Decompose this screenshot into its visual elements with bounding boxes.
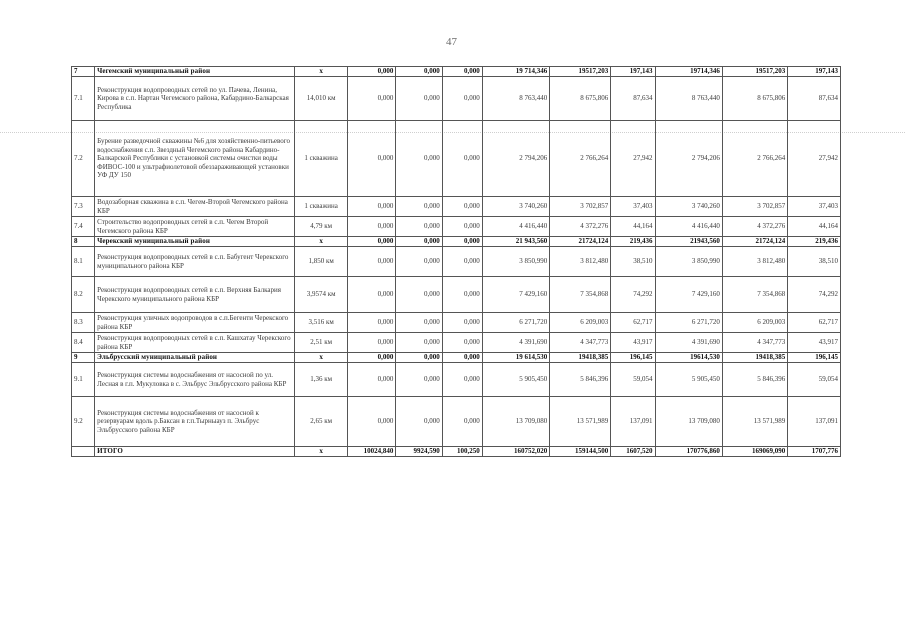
cell-value-col-3: 0,000 bbox=[442, 247, 482, 277]
table-row bbox=[72, 333, 841, 353]
cell-value-col-2: 0,000 bbox=[396, 121, 442, 197]
cell-value-col-7: 5 905,450 bbox=[655, 363, 722, 397]
cell-value-col-2: 0,000 bbox=[396, 67, 442, 77]
cell-item-number: 8.1 bbox=[72, 247, 95, 277]
cell-item-number: 7.3 bbox=[72, 197, 95, 217]
cell-value-col-9: 62,717 bbox=[788, 313, 841, 333]
cell-item-number bbox=[72, 447, 95, 457]
cell-value-col-6: 197,143 bbox=[611, 67, 655, 77]
cell-unit: 2,65 км bbox=[295, 397, 348, 447]
cell-item-name: Водозаборная скважина в с.п. Чегем-Второй Чегемского района КБР bbox=[95, 197, 295, 217]
cell-value-col-7: 4 416,440 bbox=[655, 217, 722, 237]
cell-value-col-9: 43,917 bbox=[788, 333, 841, 353]
cell-value-col-9: 87,634 bbox=[788, 77, 841, 121]
cell-value-col-9: 137,091 bbox=[788, 397, 841, 447]
cell-value-col-1: 0,000 bbox=[347, 67, 395, 77]
cell-value-col-9: 38,510 bbox=[788, 247, 841, 277]
cell-value-col-6: 37,403 bbox=[611, 197, 655, 217]
cell-item-name: Реконструкция водопроводных сетей по ул. Пачева, Ленина, Кирова в с.п. Нартан Чегемского района, Кабардино-Балкарская Республика bbox=[95, 77, 295, 121]
cell-value-col-7: 21943,560 bbox=[655, 237, 722, 247]
cell-unit: 1,36 км bbox=[295, 363, 348, 397]
cell-value-col-9: 1707,776 bbox=[788, 447, 841, 457]
cell-item-name: Строительство водопроводных сетей в с.п. Чегем Второй Чегемского района КБР bbox=[95, 217, 295, 237]
cell-value-col-8: 21724,124 bbox=[722, 237, 787, 247]
cell-value-col-4: 19 614,530 bbox=[482, 353, 549, 363]
table-row-section bbox=[72, 353, 841, 363]
cell-value-col-5: 6 209,003 bbox=[550, 313, 611, 333]
cell-unit: 3,9574 км bbox=[295, 277, 348, 313]
cell-item-name: Эльбрусский муниципальный район bbox=[95, 353, 295, 363]
cell-value-col-2: 0,000 bbox=[396, 397, 442, 447]
cell-value-col-3: 0,000 bbox=[442, 363, 482, 397]
cell-unit: 1 скважина bbox=[295, 197, 348, 217]
cell-value-col-1: 0,000 bbox=[347, 197, 395, 217]
cell-value-col-9: 196,145 bbox=[788, 353, 841, 363]
cell-value-col-6: 87,634 bbox=[611, 77, 655, 121]
cell-value-col-1: 0,000 bbox=[347, 277, 395, 313]
cell-value-col-8: 4 372,276 bbox=[722, 217, 787, 237]
cell-value-col-3: 0,000 bbox=[442, 277, 482, 313]
cell-value-col-8: 2 766,264 bbox=[722, 121, 787, 197]
cell-value-col-6: 27,942 bbox=[611, 121, 655, 197]
cell-value-col-8: 8 675,806 bbox=[722, 77, 787, 121]
cell-value-col-9: 44,164 bbox=[788, 217, 841, 237]
cell-item-name: Бурение разведочной скважины №6 для хозяйственно-питьевого водоснабжения с.п. Звездный Чегемского района Кабардино-Балкарской Республики с установкой системы очистки воды ФИВОС-100 и ультрафиолетовой обеззараживающей установки УФ ДУ 150 bbox=[95, 121, 295, 197]
cell-unit: 1,850 км bbox=[295, 247, 348, 277]
cell-value-col-7: 19614,530 bbox=[655, 353, 722, 363]
cell-value-col-6: 137,091 bbox=[611, 397, 655, 447]
cell-value-col-4: 21 943,560 bbox=[482, 237, 549, 247]
cell-value-col-8: 19418,385 bbox=[722, 353, 787, 363]
cell-value-col-1: 0,000 bbox=[347, 77, 395, 121]
table-row-section bbox=[72, 447, 841, 457]
cell-item-number: 9 bbox=[72, 353, 95, 363]
cell-value-col-7: 4 391,690 bbox=[655, 333, 722, 353]
cell-value-col-3: 0,000 bbox=[442, 237, 482, 247]
cell-unit: 1 скважина bbox=[295, 121, 348, 197]
cell-item-number: 7.2 bbox=[72, 121, 95, 197]
cell-value-col-7: 19714,346 bbox=[655, 67, 722, 77]
cell-value-col-4: 8 763,440 bbox=[482, 77, 549, 121]
cell-unit: 4,79 км bbox=[295, 217, 348, 237]
cell-unit: 2,51 км bbox=[295, 333, 348, 353]
cell-value-col-6: 196,145 bbox=[611, 353, 655, 363]
cell-value-col-7: 2 794,206 bbox=[655, 121, 722, 197]
cell-value-col-9: 219,436 bbox=[788, 237, 841, 247]
table-row bbox=[72, 121, 841, 197]
cell-value-col-7: 7 429,160 bbox=[655, 277, 722, 313]
page-number: 47 bbox=[446, 36, 457, 48]
cell-value-col-3: 0,000 bbox=[442, 353, 482, 363]
cell-value-col-2: 0,000 bbox=[396, 237, 442, 247]
cell-value-col-5: 21724,124 bbox=[550, 237, 611, 247]
cell-item-name: Реконструкция водопроводных сетей в с.п. Кашхатау Черекского района КБР bbox=[95, 333, 295, 353]
cell-unit: 14,010 км bbox=[295, 77, 348, 121]
cell-value-col-4: 19 714,346 bbox=[482, 67, 549, 77]
cell-value-col-5: 3 812,480 bbox=[550, 247, 611, 277]
cell-value-col-3: 0,000 bbox=[442, 217, 482, 237]
cell-value-col-3: 0,000 bbox=[442, 77, 482, 121]
cell-value-col-5: 19517,203 bbox=[550, 67, 611, 77]
cell-value-col-1: 0,000 bbox=[347, 333, 395, 353]
cell-value-col-8: 5 846,396 bbox=[722, 363, 787, 397]
cell-item-name: Черекский муниципальный район bbox=[95, 237, 295, 247]
cell-value-col-2: 9924,590 bbox=[396, 447, 442, 457]
table-row bbox=[72, 313, 841, 333]
cell-value-col-6: 38,510 bbox=[611, 247, 655, 277]
cell-value-col-1: 0,000 bbox=[347, 237, 395, 247]
cell-value-col-6: 62,717 bbox=[611, 313, 655, 333]
cell-value-col-7: 13 709,080 bbox=[655, 397, 722, 447]
cell-value-col-1: 10024,840 bbox=[347, 447, 395, 457]
cell-value-col-2: 0,000 bbox=[396, 217, 442, 237]
cell-unit: х bbox=[295, 237, 348, 247]
cell-unit: х bbox=[295, 67, 348, 77]
cell-item-number: 8.4 bbox=[72, 333, 95, 353]
cell-item-name: Реконструкция водопроводных сетей в с.п. Верхняя Балкария Черекского муниципального района КБР bbox=[95, 277, 295, 313]
cell-unit: х bbox=[295, 353, 348, 363]
cell-value-col-4: 5 905,450 bbox=[482, 363, 549, 397]
cell-value-col-4: 4 416,440 bbox=[482, 217, 549, 237]
table-row-section bbox=[72, 237, 841, 247]
cell-item-name: Чегемский муниципальный район bbox=[95, 67, 295, 77]
cell-value-col-9: 27,942 bbox=[788, 121, 841, 197]
cell-value-col-3: 0,000 bbox=[442, 397, 482, 447]
cell-value-col-3: 0,000 bbox=[442, 333, 482, 353]
cell-value-col-5: 3 702,857 bbox=[550, 197, 611, 217]
cell-value-col-8: 169069,090 bbox=[722, 447, 787, 457]
cell-value-col-7: 8 763,440 bbox=[655, 77, 722, 121]
cell-value-col-5: 13 571,989 bbox=[550, 397, 611, 447]
cell-value-col-7: 3 740,260 bbox=[655, 197, 722, 217]
table-row bbox=[72, 277, 841, 313]
cell-value-col-5: 5 846,396 bbox=[550, 363, 611, 397]
cell-value-col-1: 0,000 bbox=[347, 397, 395, 447]
cell-value-col-4: 7 429,160 bbox=[482, 277, 549, 313]
cell-value-col-3: 100,250 bbox=[442, 447, 482, 457]
cell-value-col-8: 4 347,773 bbox=[722, 333, 787, 353]
cell-unit: х bbox=[295, 447, 348, 457]
cell-value-col-3: 0,000 bbox=[442, 313, 482, 333]
cell-value-col-4: 6 271,720 bbox=[482, 313, 549, 333]
cell-value-col-2: 0,000 bbox=[396, 353, 442, 363]
cell-value-col-7: 170776,860 bbox=[655, 447, 722, 457]
cell-item-number: 9.2 bbox=[72, 397, 95, 447]
cell-value-col-1: 0,000 bbox=[347, 313, 395, 333]
cell-value-col-9: 197,143 bbox=[788, 67, 841, 77]
cell-item-name: Реконструкция системы водоснабжения от насосной к резервуарам вдоль р.Баксан в г.п.Тырныауз п. Эльбрус Эльбрусского района КБР bbox=[95, 397, 295, 447]
cell-value-col-6: 44,164 bbox=[611, 217, 655, 237]
table-row bbox=[72, 77, 841, 121]
table-row-section bbox=[72, 67, 841, 77]
cell-value-col-3: 0,000 bbox=[442, 67, 482, 77]
cell-unit: 3,516 км bbox=[295, 313, 348, 333]
cell-value-col-2: 0,000 bbox=[396, 313, 442, 333]
cell-item-number: 7 bbox=[72, 67, 95, 77]
cell-value-col-1: 0,000 bbox=[347, 363, 395, 397]
cell-value-col-5: 19418,385 bbox=[550, 353, 611, 363]
cell-item-name: Реконструкция водопроводных сетей в с.п. Бабугент Черекского муниципального района КБР bbox=[95, 247, 295, 277]
cell-item-name: ИТОГО bbox=[95, 447, 295, 457]
cell-item-number: 7.4 bbox=[72, 217, 95, 237]
table-row bbox=[72, 397, 841, 447]
cell-value-col-2: 0,000 bbox=[396, 77, 442, 121]
cell-value-col-9: 37,403 bbox=[788, 197, 841, 217]
cell-value-col-5: 159144,500 bbox=[550, 447, 611, 457]
table-body bbox=[72, 67, 841, 457]
table-row bbox=[72, 247, 841, 277]
cell-value-col-6: 59,054 bbox=[611, 363, 655, 397]
cell-item-name: Реконструкция уличных водопроводов в с.п.Бегенти Черекского района КБР bbox=[95, 313, 295, 333]
cell-value-col-5: 4 372,276 bbox=[550, 217, 611, 237]
cell-value-col-1: 0,000 bbox=[347, 217, 395, 237]
cell-value-col-6: 1607,520 bbox=[611, 447, 655, 457]
cell-value-col-5: 8 675,806 bbox=[550, 77, 611, 121]
cell-value-col-1: 0,000 bbox=[347, 121, 395, 197]
cell-value-col-4: 3 740,260 bbox=[482, 197, 549, 217]
cell-value-col-7: 3 850,990 bbox=[655, 247, 722, 277]
cell-value-col-4: 2 794,206 bbox=[482, 121, 549, 197]
cell-value-col-5: 7 354,868 bbox=[550, 277, 611, 313]
cell-item-number: 7.1 bbox=[72, 77, 95, 121]
cell-value-col-6: 43,917 bbox=[611, 333, 655, 353]
cell-value-col-1: 0,000 bbox=[347, 247, 395, 277]
cell-value-col-3: 0,000 bbox=[442, 121, 482, 197]
cell-value-col-8: 13 571,989 bbox=[722, 397, 787, 447]
cell-value-col-9: 59,054 bbox=[788, 363, 841, 397]
cell-value-col-2: 0,000 bbox=[396, 277, 442, 313]
cell-value-col-5: 4 347,773 bbox=[550, 333, 611, 353]
table-row bbox=[72, 197, 841, 217]
cell-value-col-4: 13 709,080 bbox=[482, 397, 549, 447]
cell-value-col-4: 4 391,690 bbox=[482, 333, 549, 353]
cell-value-col-1: 0,000 bbox=[347, 353, 395, 363]
cell-value-col-2: 0,000 bbox=[396, 333, 442, 353]
cell-value-col-6: 219,436 bbox=[611, 237, 655, 247]
cell-value-col-8: 19517,203 bbox=[722, 67, 787, 77]
cell-value-col-2: 0,000 bbox=[396, 197, 442, 217]
cell-value-col-4: 160752,020 bbox=[482, 447, 549, 457]
cell-item-number: 8.2 bbox=[72, 277, 95, 313]
cell-item-number: 8.3 bbox=[72, 313, 95, 333]
cell-value-col-8: 6 209,003 bbox=[722, 313, 787, 333]
cell-value-col-7: 6 271,720 bbox=[655, 313, 722, 333]
cell-value-col-5: 2 766,264 bbox=[550, 121, 611, 197]
cell-value-col-8: 3 702,857 bbox=[722, 197, 787, 217]
cell-value-col-6: 74,292 bbox=[611, 277, 655, 313]
funding-table bbox=[71, 66, 841, 457]
cell-value-col-4: 3 850,990 bbox=[482, 247, 549, 277]
table-row bbox=[72, 217, 841, 237]
cell-value-col-3: 0,000 bbox=[442, 197, 482, 217]
cell-value-col-9: 74,292 bbox=[788, 277, 841, 313]
cell-value-col-8: 7 354,868 bbox=[722, 277, 787, 313]
cell-item-number: 9.1 bbox=[72, 363, 95, 397]
cell-value-col-2: 0,000 bbox=[396, 363, 442, 397]
cell-item-number: 8 bbox=[72, 237, 95, 247]
table-row bbox=[72, 363, 841, 397]
cell-item-name: Реконструкция системы водоснабжения от насосной по ул. Лесная в г.п. Мукуловка в с. Эльбрус Эльбрусского района КБР bbox=[95, 363, 295, 397]
cell-value-col-8: 3 812,480 bbox=[722, 247, 787, 277]
cell-value-col-2: 0,000 bbox=[396, 247, 442, 277]
